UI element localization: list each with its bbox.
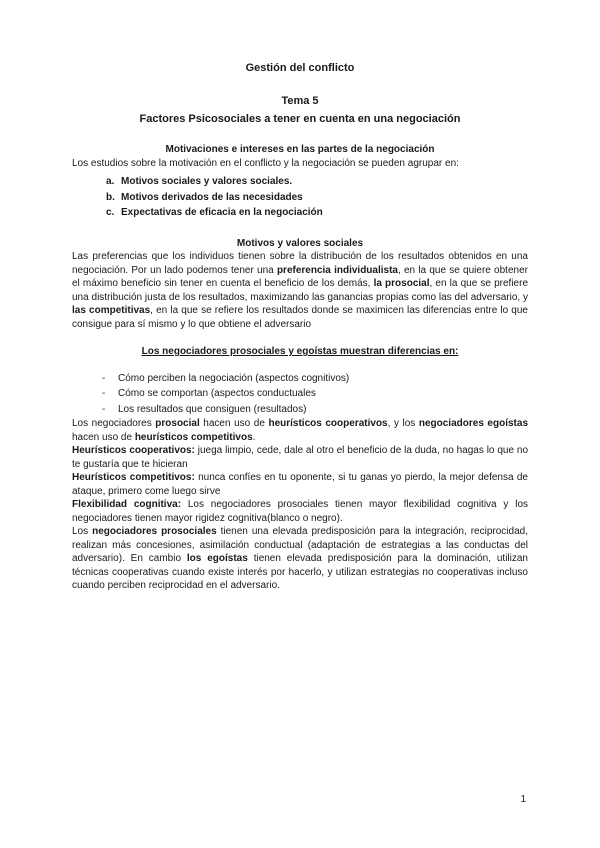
list-item [72, 386, 528, 402]
list-item-text: Motivos derivados de las necesidades [121, 191, 303, 203]
paragraph-preferencias: Las preferencias que los individuos tienen sobre la distribución de los resultados obtenidos en una negociación. Por un lado podemos tener una preferencia individualista, en la que se quiere obtener el máximo beneficio sin tener en cuenta el beneficio de los demás, la prosocial, en la que se prefiere una distribución justa de los resultados, maximizando las ganancias propias como las del adversario, y las competitivas, en la que se refiere los resultados donde se maximicen las diferencias entre lo que consigue para sí mismo y lo que obtiene el adversario [72, 251, 529, 330]
page-number: 1 [520, 793, 526, 805]
paragraph-final: Los negociadores prosociales tienen una elevada predisposición para la integración, reciprocidad, realizan más concesiones, asimilación conductual (adaptación de estrategias a las conductas del adversario). En cambio los egoístas tienen elevada predisposición para la dominación, utilizan técnicas cooperativas cuando existe interés por hacerlo, y utilizan estrategias no cooperativas incluso cuando perciben reciprocidad en el adversario. [72, 526, 528, 591]
list-marker: - [102, 388, 106, 399]
list-marker: b. [106, 191, 115, 203]
differences-list [72, 371, 528, 418]
paragraph-heuristicos: Los negociadores prosocial hacen uso de heurísticos cooperativos, y los negociadores egoístas hacen uso de heurísticos competitivos. [72, 418, 529, 443]
section-heading-diferencias: Los negociadores prosociales y egoístas muestran diferencias en: [141, 346, 459, 357]
list-item-text: Expectativas de eficacia en la negociación [121, 207, 323, 218]
tema-subtitle: Factores Psicosociales a tener en cuenta en una negociación [139, 113, 461, 125]
paragraph-heuristicos-competitivos: Heurísticos competitivos: nunca confíes en tu oponente, si tu ganas yo pierdo, la mejor defensa de ataque, primero come luego sirve [72, 472, 528, 497]
section-heading-motivaciones: Motivaciones e intereses en las partes de la negociación [165, 144, 435, 155]
list-item [72, 190, 528, 206]
list-item [72, 174, 528, 190]
motives-list [72, 174, 528, 221]
list-marker: - [102, 403, 106, 415]
list-marker: - [102, 372, 106, 384]
list-marker: a. [106, 176, 115, 187]
tema-heading: Tema 5 [281, 95, 319, 107]
section-heading-motivos: Motivos y valores sociales [236, 237, 364, 249]
list-item-text: Motivos sociales y valores sociales. [121, 176, 293, 187]
list-item-text: Cómo perciben la negociación (aspectos cognitivos) [118, 372, 350, 384]
list-marker: c. [106, 207, 115, 218]
list-item [72, 205, 528, 221]
list-item-text: Los resultados que consiguen (resultados) [118, 403, 307, 415]
doc-title: Gestión del conflicto [245, 62, 355, 74]
list-item [72, 402, 528, 418]
paragraph-flexibilidad: Flexibilidad cognitiva: Los negociadores prosociales tienen mayor flexibilidad cognitiva y los negociadores tienen mayor rigidez cognitiva(blanco o negro). [72, 499, 528, 524]
list-item-text: Cómo se comportan (aspectos conductuales [118, 388, 316, 399]
intro-paragraph: Los estudios sobre la motivación en el conflicto y la negociación se pueden agrupar en: [72, 157, 459, 169]
paragraph-heuristicos-cooperativos: Heurísticos cooperativos: juega limpio, cede, dale al otro el beneficio de la duda, no hagas lo que no te gustaría que te hicieran [72, 445, 529, 470]
list-item [72, 371, 528, 387]
